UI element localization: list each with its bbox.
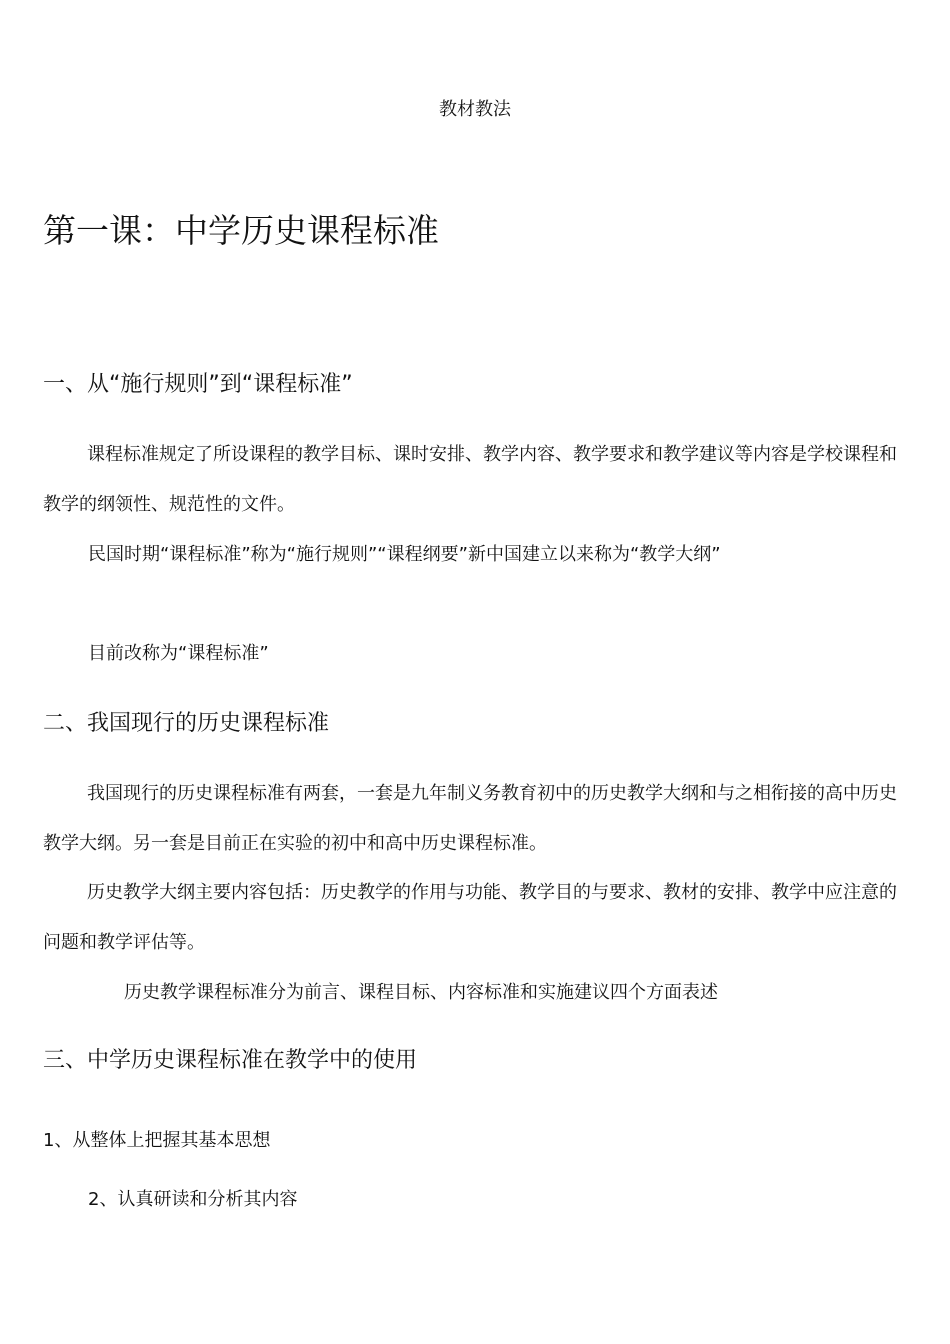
- section-2-paragraph-1: 我国现行的历史课程标准有两套，一套是九年制义务教育初中的历史教学大纲和与之相衔接的高中历史教学大纲。另一套是目前正在实验的初中和高中历史课程标准。: [43, 783, 897, 854]
- section-3-heading: 三、中学历史课程标准在教学中的使用: [43, 1048, 418, 1073]
- section-1-paragraph-2: 民国时期“课程标准”称为“施行规则”“课程纲要”新中国建立以来称为“教学大纲”: [88, 544, 721, 565]
- section-2-paragraph-2: 历史教学大纲主要内容包括：历史教学的作用与功能、教学目的与要求、教材的安排、教学中应注意的问题和教学评估等。: [43, 882, 897, 953]
- section-3-item-1: 1、从整体上把握其基本思想: [43, 1130, 271, 1151]
- lesson-title: 第一课：中学历史课程标准: [43, 211, 439, 250]
- section-1-paragraph-1: 课程标准规定了所设课程的教学目标、课时安排、教学内容、教学要求和教学建议等内容是学校课程和教学的纲领性、规范性的文件。: [43, 444, 897, 515]
- section-2-paragraph-3: 历史教学课程标准分为前言、课程目标、内容标准和实施建议四个方面表述: [124, 982, 718, 1003]
- section-1-paragraph-3: 目前改称为“课程标准”: [88, 643, 269, 664]
- section-2-heading: 二、我国现行的历史课程标准: [43, 711, 330, 736]
- section-3-item-2: 2、认真研读和分析其内容: [88, 1189, 298, 1210]
- page-header: 教材教法: [439, 99, 511, 120]
- section-1-heading: 一、从“施行规则”到“课程标准”: [43, 372, 353, 397]
